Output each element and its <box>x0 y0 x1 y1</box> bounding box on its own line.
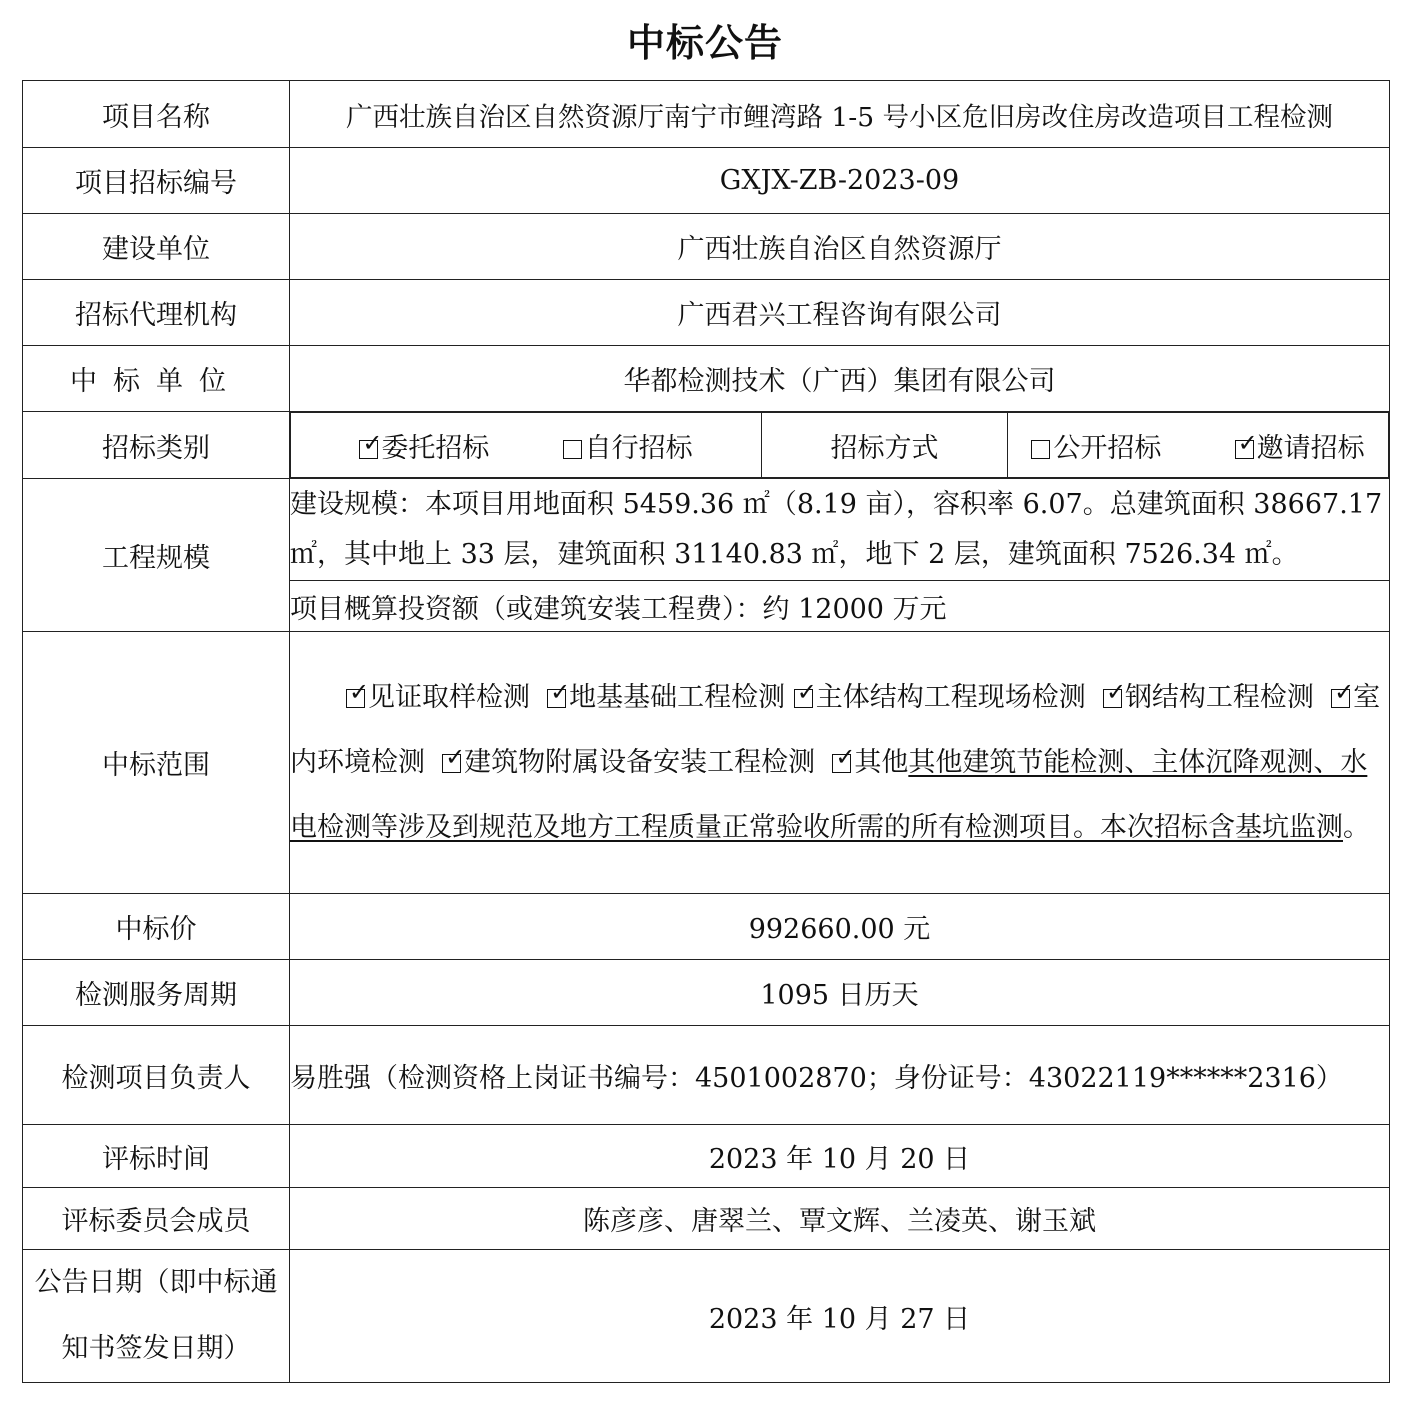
value-winner: 华都检测技术（广西）集团有限公司 <box>290 346 1390 412</box>
value-agency: 广西君兴工程咨询有限公司 <box>290 280 1390 346</box>
category-options <box>291 413 762 478</box>
scope-other-detail: 其他建筑节能检测、主体沉降观测、水电检测等涉及到规范及地方工程质量正常验收所需的所有检测项目。本次招标含基坑监测 <box>290 747 1368 843</box>
label-category: 招标类别 <box>23 412 290 479</box>
value-price: 992660.00 元 <box>290 894 1390 960</box>
label-project-name: 项目名称 <box>23 81 290 148</box>
scope-item[interactable]: ✓ 其他 <box>832 747 908 778</box>
value-period: 1095 日历天 <box>290 960 1390 1026</box>
row-agency <box>23 280 1390 346</box>
checkbox-open[interactable]: 公开招标 <box>1031 433 1161 464</box>
row-notice-date <box>23 1250 1390 1383</box>
checkbox-checked-icon: ✓ <box>832 754 851 773</box>
row-project-name <box>23 81 1390 148</box>
label-scope: 中标范围 <box>23 632 290 894</box>
row-category <box>23 412 1390 479</box>
checkbox-checked-icon: ✓ <box>547 689 566 708</box>
checkbox-checked-icon: ✓ <box>794 689 813 708</box>
row-leader <box>23 1026 1390 1125</box>
value-eval-time: 2023 年 10 月 20 日 <box>290 1125 1390 1188</box>
scope-item[interactable]: ✓ 建筑物附属设备安装工程检测 <box>442 747 815 778</box>
label-method: 招标方式 <box>762 413 1008 478</box>
page-title: 中标公告 <box>626 21 783 65</box>
label-leader: 检测项目负责人 <box>23 1026 290 1125</box>
method-options <box>1008 413 1389 478</box>
value-builder: 广西壮族自治区自然资源厅 <box>290 214 1390 280</box>
row-builder <box>23 214 1390 280</box>
row-tender-no <box>23 148 1390 214</box>
row-winner <box>23 346 1390 412</box>
value-budget: 项目概算投资额（或建筑安装工程费）：约 12000 万元 <box>290 581 1390 632</box>
value-tender-no: GXJX-ZB-2023-09 <box>290 148 1390 214</box>
checkbox-empty-icon <box>1031 440 1050 459</box>
value-committee: 陈彦彦、唐翠兰、覃文辉、兰凌英、谢玉斌 <box>290 1188 1390 1250</box>
value-scale: 建设规模：本项目用地面积 5459.36 ㎡（8.19 亩），容积率 6.07。总建筑面积 38667.17 ㎡，其中地上 33 层，建筑面积 31140.83 ㎡，地下 2 层，建筑面积 7526.34 ㎡。 <box>290 479 1390 581</box>
checkbox-invited[interactable]: ✓ 邀请招标 <box>1235 433 1365 464</box>
scope-item[interactable]: ✓ 室内环境检测 <box>290 678 1381 778</box>
row-committee <box>23 1188 1390 1250</box>
award-notice-table <box>22 80 1390 1383</box>
label-winner: 中标单位 <box>23 346 290 412</box>
scope-item[interactable]: ✓ 钢结构工程检测 <box>1103 682 1314 713</box>
value-project-name: 广西壮族自治区自然资源厅南宁市鲤湾路 1-5 号小区危旧房改住房改造项目工程检测 <box>290 81 1390 148</box>
checkbox-checked-icon: ✓ <box>1235 440 1254 459</box>
label-period: 检测服务周期 <box>23 960 290 1026</box>
checkbox-empty-icon <box>563 440 582 459</box>
label-agency: 招标代理机构 <box>23 280 290 346</box>
label-committee: 评标委员会成员 <box>23 1188 290 1250</box>
label-notice-date: 公告日期（即中标通知书签发日期） <box>23 1250 290 1383</box>
row-eval-time <box>23 1125 1390 1188</box>
checkbox-checked-icon: ✓ <box>346 689 365 708</box>
value-leader: 易胜强（检测资格上岗证书编号：4501002870；身份证号：43022119******2316） <box>290 1026 1390 1125</box>
checkbox-checked-icon: ✓ <box>1331 689 1350 708</box>
checkbox-entrusted[interactable]: ✓ 委托招标 <box>359 433 489 464</box>
row-scope <box>23 632 1390 894</box>
label-builder: 建设单位 <box>23 214 290 280</box>
value-scope: ✓ 见证取样检测 ✓ 地基基础工程检测 ✓ 主体结构工程现场检测 ✓ 钢结构工程检测 ✓ 室内环境检测 ✓ 建筑物附属设备安装工程检测 ✓ 其他其他建筑节能检测、主体沉降观测、水电检测等涉及到规范及地方工程质量正常验收所需的所有检测项目。本次招标含基坑监测。 <box>290 632 1390 894</box>
checkbox-checked-icon: ✓ <box>1103 689 1122 708</box>
label-eval-time: 评标时间 <box>23 1125 290 1188</box>
scope-item[interactable]: ✓ 主体结构工程现场检测 <box>794 682 1086 713</box>
row-period <box>23 960 1390 1026</box>
scope-item[interactable]: ✓ 见证取样检测 <box>346 682 530 713</box>
row-price <box>23 894 1390 960</box>
label-tender-no: 项目招标编号 <box>23 148 290 214</box>
row-scale <box>23 479 1390 581</box>
checkbox-checked-icon: ✓ <box>359 440 378 459</box>
checkbox-checked-icon: ✓ <box>442 754 461 773</box>
label-scale: 工程规模 <box>23 479 290 632</box>
value-notice-date: 2023 年 10 月 27 日 <box>290 1250 1390 1383</box>
label-price: 中标价 <box>23 894 290 960</box>
scope-item[interactable]: ✓ 地基基础工程检测 <box>547 682 785 713</box>
checkbox-self[interactable]: 自行招标 <box>563 433 693 464</box>
